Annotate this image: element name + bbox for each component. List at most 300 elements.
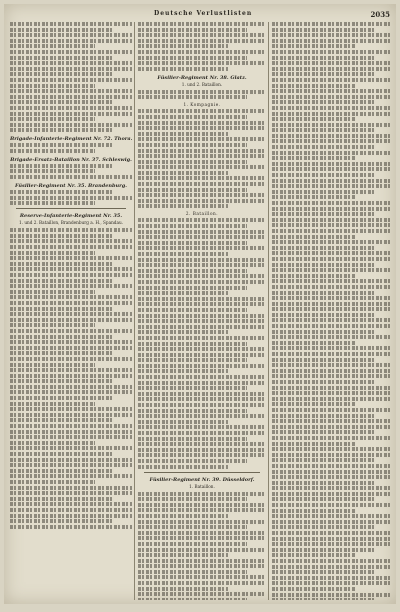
text-line [10,295,132,299]
text-line [10,323,95,327]
text-line [138,570,247,574]
text-line [272,39,392,43]
text-line [138,258,266,262]
text-line [10,61,132,65]
text-line [138,592,266,596]
text-line [10,239,132,243]
text-line [138,465,228,469]
text-line [272,67,392,71]
text-line [272,112,392,116]
text-line [10,379,114,383]
text-line [10,514,132,518]
text-line [272,374,392,378]
text-line [138,397,266,401]
text-line [272,89,392,93]
text-line [138,230,266,234]
text-line [138,437,247,441]
text-line [272,581,392,585]
text-line [10,89,132,93]
text-line [10,418,114,422]
text-line [10,312,132,316]
text-line [138,325,266,329]
text-line [272,123,392,127]
text-line [138,587,228,591]
text-line [10,123,132,127]
text-line [138,542,247,546]
text-line [138,286,247,290]
text-line [272,486,392,490]
text-line [272,279,392,283]
text-line [272,218,392,222]
text-line [272,419,392,423]
text-line [138,425,266,429]
text-line [272,537,392,541]
text-line [138,121,266,125]
text-line [272,251,392,255]
text-line [10,228,132,232]
text-line [10,463,132,467]
column-divider [134,22,135,600]
running-title: Deutsche Verlustlisten [154,10,253,17]
text-line [272,358,374,362]
text-line [138,224,247,228]
text-line [272,179,392,183]
text-line [272,593,392,597]
text-line [138,314,266,318]
text-line [10,106,132,110]
text-line [138,61,266,65]
text-line [272,587,356,591]
text-line [10,346,132,350]
column-divider [268,22,269,600]
text-line [138,28,247,32]
text-line [272,50,392,54]
text-line [138,274,266,278]
text-line [138,204,228,208]
text-line [272,263,374,267]
text-line [10,245,132,249]
text-line [272,117,356,121]
text-line [138,508,266,512]
text-line [10,318,132,322]
text-line [272,78,392,82]
column-right [272,22,392,600]
text-line [272,542,392,546]
text-line [138,149,266,153]
text-line [272,425,392,429]
text-line [272,553,356,557]
text-line [272,570,374,574]
text-line [272,274,356,278]
text-line [10,446,132,450]
text-line [10,196,132,200]
text-line [10,430,132,434]
text-line [272,268,392,272]
text-line [272,84,356,88]
text-line [138,453,266,457]
text-line [272,56,374,60]
text-line [138,154,266,158]
text-line [10,402,95,406]
text-line [138,514,228,518]
text-line [138,431,266,435]
text-line [272,380,374,384]
text-line [272,134,392,138]
text-line [272,318,392,322]
text-line [272,525,374,529]
page-number: 2035 [370,10,390,19]
text-line [138,126,266,130]
text-line [10,385,132,389]
text-line [138,182,266,186]
text-line [10,201,95,205]
text-line [138,241,247,245]
text-line [138,246,266,250]
text-line [272,386,392,390]
text-line [10,190,114,194]
text-line [272,324,392,328]
text-line [272,128,374,132]
text-line [138,319,266,323]
text-line [272,363,392,367]
text-line [10,117,95,121]
text-line [10,301,132,305]
text-line [272,235,356,239]
text-line [138,559,266,563]
text-line [138,50,266,54]
text-line [138,459,247,463]
regiment-heading: Füsilier-Regiment Nr. 38. Glatz. [157,74,247,81]
text-line [10,363,95,367]
text-line [138,95,247,99]
text-line [272,229,392,233]
text-line [272,184,392,188]
regiment-subheading: 1. Bataillon. [189,483,215,489]
text-line [272,72,374,76]
text-line [272,207,392,211]
text-line [10,279,114,283]
text-line [10,374,132,378]
regiment-heading: Reserve-Infanterie-Regiment Nr. 35. [19,213,123,220]
text-line [10,164,114,168]
text-line [138,297,266,301]
text-line [272,61,392,65]
text-line [10,497,114,501]
text-line [138,503,266,507]
text-line [10,84,95,88]
text-line [272,346,392,350]
text-line [138,369,228,373]
text-line [10,112,132,116]
text-line [10,284,132,288]
text-line [138,497,247,501]
text-line [138,442,266,446]
text-line [272,44,356,48]
text-line [10,22,132,26]
text-line [272,531,392,535]
text-line [138,598,247,600]
text-line [10,491,132,495]
text-line [138,132,228,136]
text-line [10,441,95,445]
text-line [272,352,392,356]
text-line [272,402,356,406]
text-line [272,302,392,306]
text-line [272,509,356,513]
regiment-heading: Füsilier-Regiment Nr. 39. Düsseldorf. [149,476,255,483]
regiment-heading: Füsilier-Regiment Nr. 35. Brandenburg. [14,183,128,190]
text-line [272,145,374,149]
text-line [10,486,132,490]
column-left [10,22,132,600]
text-line [138,353,266,357]
text-line [138,548,266,552]
text-line [10,458,132,462]
text-line [138,553,228,557]
text-line [138,33,266,37]
text-line [272,291,374,295]
text-line [272,481,374,485]
column-middle [138,22,266,600]
text-line [10,67,132,71]
text-line [138,347,266,351]
text-line [138,386,247,390]
text-line [10,256,132,260]
text-line [10,307,114,311]
text-line [10,251,95,255]
text-line [138,525,247,529]
text-line [272,212,374,216]
text-line [272,195,356,199]
section-label: 1. Kompagnie. [183,102,221,108]
text-line [272,223,392,227]
text-line [10,128,114,132]
section-rule [144,472,260,473]
text-line [10,95,132,99]
text-line [272,408,392,412]
text-line [272,442,356,446]
text-line [138,137,266,141]
text-line [138,109,266,113]
text-line [10,452,114,456]
text-line [138,330,228,334]
text-line [138,39,266,43]
text-line [272,397,392,401]
regiment-heading: Brigade-Ersatz-Bataillon Nr. 37. Schleswig. [10,156,132,163]
text-line [138,492,266,496]
text-line [138,143,247,147]
text-line [138,176,266,180]
text-line [138,235,266,239]
text-line [10,340,132,344]
section-rule [16,208,126,209]
text-line [10,175,132,179]
text-line [138,575,266,579]
text-line [272,95,392,99]
text-line [10,39,132,43]
text-line [10,267,132,271]
text-line [138,44,228,48]
text-line [272,335,392,339]
text-line [138,218,266,222]
text-line [138,375,266,379]
text-line [10,435,132,439]
regiment-subheading: 1. und 2. Bataillon. [181,81,223,87]
text-line [272,201,392,205]
text-line [138,165,266,169]
text-line [272,514,392,518]
text-line [272,369,392,373]
text-line [10,413,132,417]
text-line [138,193,266,197]
text-line [272,559,392,563]
text-line [10,56,114,60]
text-line [10,234,114,238]
text-line [10,78,132,82]
text-line [272,106,392,110]
text-line [272,100,374,104]
text-line [10,329,132,333]
text-line [272,576,392,580]
text-line [272,548,374,552]
text-line [272,296,392,300]
text-line [138,420,228,424]
text-line [272,598,374,600]
text-line [272,246,374,250]
text-line [10,396,114,400]
text-line [10,407,132,411]
text-line [10,28,114,32]
text-line [138,171,228,175]
text-line [138,90,266,94]
text-line [138,403,266,407]
text-line [138,414,266,418]
text-line [10,290,95,294]
text-line [138,188,247,192]
text-line [272,330,374,334]
text-line [272,139,392,143]
text-line [10,480,95,484]
text-line [272,453,392,457]
text-line [138,581,266,585]
text-line [138,409,247,413]
text-line [138,67,228,71]
text-line [272,156,356,160]
text-line [10,143,114,147]
text-line [10,335,114,339]
text-line [272,240,392,244]
text-line [138,291,228,295]
text-line [272,162,392,166]
text-line [10,519,114,523]
text-line [138,564,266,568]
text-line [10,525,132,529]
text-line [138,336,266,340]
text-line [272,28,374,32]
text-line [138,269,247,273]
text-line [272,458,374,462]
text-line [272,497,374,501]
text-line [10,149,95,153]
text-line [272,313,374,317]
text-line [10,368,132,372]
text-line [138,199,266,203]
running-header [4,10,396,20]
text-line [272,391,392,395]
text-line [10,44,95,48]
text-line [272,447,392,451]
text-line [138,56,247,60]
text-line [272,565,392,569]
text-line [272,503,392,507]
text-line [10,72,114,76]
text-line [138,280,266,284]
text-line [10,474,132,478]
text-line [138,252,228,256]
text-line [272,285,392,289]
text-line [138,392,266,396]
text-line [138,381,266,385]
text-line [272,470,392,474]
section-label: 2. Bataillon. [185,211,219,217]
text-line [10,508,132,512]
text-line [138,342,247,346]
regiment-heading: Brigade-Infanterie-Regiment Nr. 72. Thora. [10,136,132,143]
text-line [138,22,266,26]
text-line [10,50,132,54]
text-line [272,33,392,37]
text-line [10,273,132,277]
text-line [272,520,392,524]
text-line [138,302,266,306]
text-line [138,308,247,312]
text-line [10,469,114,473]
text-line [138,531,266,535]
text-line [138,358,247,362]
text-line [272,167,392,171]
text-line [138,160,247,164]
text-line [272,414,374,418]
text-line [10,100,114,104]
text-line [138,448,266,452]
text-line [10,351,114,355]
text-line [272,475,392,479]
text-line [10,390,132,394]
text-line [10,169,95,173]
text-line [138,115,247,119]
text-line [10,424,132,428]
text-line [10,357,132,361]
text-line [272,430,374,434]
text-line [138,520,266,524]
text-line [10,502,132,506]
text-line [272,151,392,155]
text-line [138,263,266,267]
document-page [4,4,396,604]
text-line [272,190,374,194]
text-line [272,22,392,26]
text-line [272,257,392,261]
text-line [272,436,392,440]
regiment-subheading: 1. und 2. Bataillon, Brandenburg a. H., Spandau. [19,220,123,226]
text-line [272,464,392,468]
text-line [138,364,266,368]
text-line [272,492,392,496]
text-line [272,307,392,311]
text-line [10,33,132,37]
text-line [272,341,356,345]
text-line [10,262,114,266]
